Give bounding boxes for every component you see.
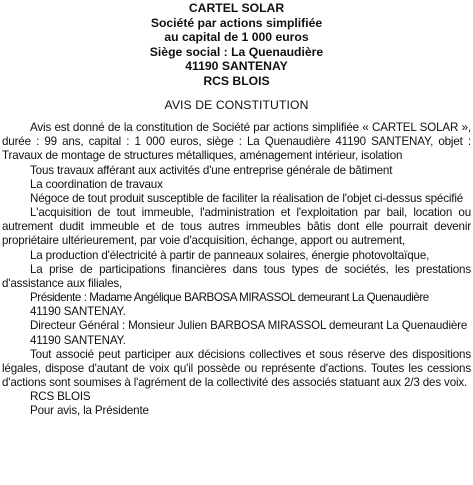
paragraph-general-director: Directeur Général : Monsieur Julien BARBOSA MIRASSOL demeurant La Quenaudière [30, 319, 468, 333]
paragraph-president-city: 41190 SANTENAY. [30, 305, 126, 319]
legal-form: Société par actions simplifiée [150, 15, 323, 30]
share-capital: au capital de 1 000 euros [164, 30, 309, 45]
notice-header [2, 1, 471, 89]
paragraph-object-solar: La production d'électricité à partir de panneaux solaires, énergie photovoltaïque, [30, 248, 430, 262]
paragraph-object-coordination: La coordination de travaux [30, 177, 163, 191]
notice-title: AVIS DE CONSTITUTION [164, 97, 309, 112]
paragraph-object-real-estate: L'acquisition de tout immeuble, l'administration et l'exploitation par bail, location ou autrement dudit immeuble et de tous autres immeubles bâtis dont elle pourrait devenir propriétaire ultérieurement, par voie d'acquisition, échange, apport ou autrement, [2, 206, 471, 248]
notice-body [2, 121, 471, 418]
paragraph-president: Présidente : Madame Angélique BARBOSA MIRASSOL demeurant La Quenaudière [30, 291, 429, 305]
paragraph-object-participations: La prise de participations financières dans tous types de sociétés, les prestations d'assistance aux filiales, [2, 262, 471, 290]
paragraph-object-building: Tous travaux afférant aux activités d'une entreprise générale de bâtiment [30, 163, 393, 177]
paragraph-director-city: 41190 SANTENAY. [30, 333, 126, 347]
trade-registry: RCS BLOIS [203, 73, 270, 88]
paragraph-signature: Pour avis, la Présidente [30, 404, 149, 418]
paragraph-object-trade: Négoce de tout produit susceptible de faciliter la réalisation de l'objet ci-dessus spécifié [30, 191, 464, 205]
office-city: 41190 SANTENAY [185, 59, 288, 74]
paragraph-registry: RCS BLOIS [30, 390, 91, 404]
paragraph-announcement: Avis est donné de la constitution de Société par actions simplifiée « CARTEL SOLAR », durée : 99 ans, capital : 1 000 euros, siège : La Quenaudière 41190 SANTENAY, objet : Travaux de montage de structures métalliques, aménagement intérieur, isolation [2, 121, 471, 163]
paragraph-voting-rights: Tout associé peut participer aux décisions collectives et sous réserve des dispositions légales, dispose d'autant de voix qu'il possède ou représente d'actions. Toutes les cessions d'actions sont soumises à l'agrément de la collectivité des associés statuant aux 2/3 des voix. [2, 347, 471, 389]
registered-office: Siège social : La Quenaudière [149, 44, 324, 59]
company-name: CARTEL SOLAR [188, 1, 285, 15]
